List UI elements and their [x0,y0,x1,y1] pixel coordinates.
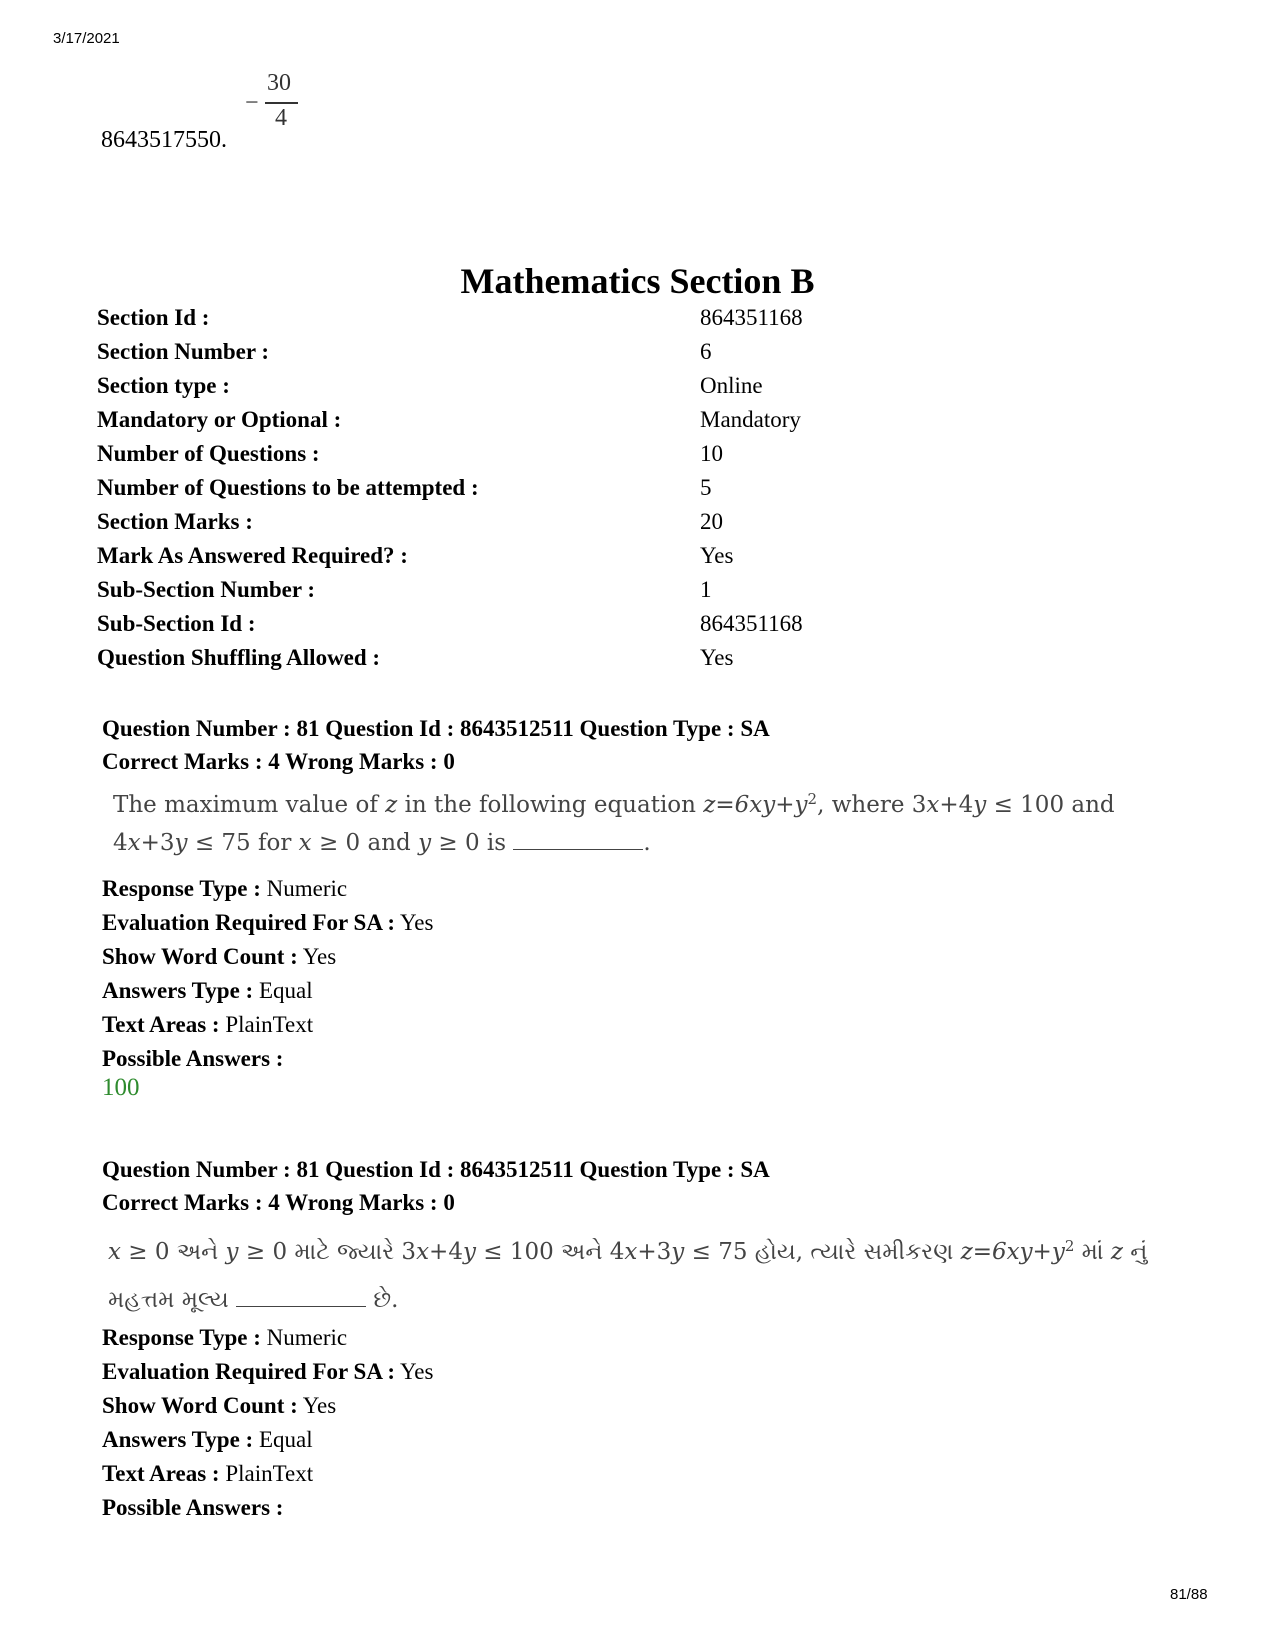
meta-label: Text Areas : [102,1012,220,1037]
meta-value: Equal [258,978,313,1003]
property-value: 10 [700,441,723,466]
meta-label: Possible Answers : [102,1495,284,1520]
meta-value: PlainText [225,1461,314,1486]
math-exponent: 2 [1064,1237,1075,1255]
meta-label: Evaluation Required For SA : [102,1359,396,1384]
meta-label: Answers Type : [102,978,254,1003]
math-var: y [418,830,432,856]
property-label: Number of Questions to be attempted : [97,475,479,500]
text-run: 4 [113,830,128,856]
property-label: Mark As Answered Required? : [97,543,408,568]
question-meta [102,1321,433,1525]
print-date: 3/17/2021 [53,30,120,47]
text-run: ≥ 0 and [311,830,419,856]
text-run: ≤ 100 and [986,792,1115,818]
math-var: z [385,792,398,818]
math-var: x [108,1239,121,1265]
text-run: ≥ 0 અને [120,1239,226,1265]
meta-row [102,872,433,906]
math-var: z [1110,1239,1123,1265]
property-label: Section Number : [97,339,270,364]
property-label: Number of Questions : [97,441,320,466]
text-run: ≤ 100 અને 4 [475,1239,625,1265]
text-run: . [643,830,651,856]
fraction-bar [265,102,298,104]
math-var: x [926,792,940,818]
meta-label: Response Type : [102,876,261,901]
meta-row [102,1008,433,1042]
section-title: Mathematics Section B [460,261,815,301]
math-var: y [973,792,987,818]
property-value: Yes [700,543,734,568]
property-label: Sub-Section Number : [97,577,316,602]
text-run: મહત્તમ મૂલ્ય [108,1287,237,1313]
question-text-english [113,786,1203,862]
meta-row [102,940,433,974]
text-run: ≥ 0 માટે જ્યારે 3 [238,1239,417,1265]
math-expression: =6xy+y [972,1239,1065,1265]
text-run: ≤ 75 હોય, ત્યારે સમીકરણ [684,1239,961,1265]
meta-value: Numeric [266,876,348,901]
answer-blank [513,831,643,850]
text-run: છે. [366,1287,399,1313]
meta-row [102,1491,433,1525]
math-var: z [960,1239,973,1265]
math-var: y [462,1239,476,1265]
text-run: in the following equation [397,792,704,818]
meta-row [102,1321,433,1355]
math-var: x [298,830,312,856]
property-value: 20 [700,509,723,534]
text-run: ≤ 75 for [187,830,299,856]
page-number: 81/88 [1170,1586,1208,1603]
property-value: Mandatory [700,407,801,432]
meta-label: Evaluation Required For SA : [102,910,396,935]
meta-value: Equal [258,1427,313,1452]
question-header [102,712,770,778]
question-header-line1: Question Number : 81 Question Id : 8643512511 Question Type : SA [102,716,770,741]
math-var: y [225,1239,239,1265]
text-run: The maximum value of [113,792,386,818]
math-var: z [703,792,716,818]
text-run: +3 [140,830,175,856]
property-value: 864351168 [700,611,803,636]
property-value: Online [700,373,763,398]
property-label: Sub-Section Id : [97,611,256,636]
question-header [102,1153,770,1219]
question-header-line2: Correct Marks : 4 Wrong Marks : 0 [102,749,455,774]
math-var: y [671,1239,685,1265]
meta-row [102,1355,433,1389]
meta-row [102,974,433,1008]
question-header-line2: Correct Marks : 4 Wrong Marks : 0 [102,1190,455,1215]
meta-value: Yes [400,910,434,935]
math-var: x [416,1239,430,1265]
meta-value: Yes [302,1393,337,1418]
math-expression: =6xy+y [715,792,808,818]
math-var: y [174,830,188,856]
property-label: Section type : [97,373,230,398]
text-run: +4 [429,1239,463,1265]
meta-label: Show Word Count : [102,1393,298,1418]
meta-row [102,1423,433,1457]
question-text-gujarati [108,1228,1198,1324]
meta-label: Show Word Count : [102,944,298,969]
text-run: માં [1074,1239,1111,1265]
meta-label: Response Type : [102,1325,261,1350]
property-value: 864351168 [700,305,803,330]
meta-row [102,1457,433,1491]
fraction-sign: − [245,90,259,116]
text-run: નું [1123,1239,1148,1265]
possible-answer: 100 [102,1074,140,1101]
meta-row [102,1042,433,1076]
text-run: +4 [939,792,974,818]
property-label: Mandatory or Optional : [97,407,342,432]
previous-question-id: 8643517550. [101,127,227,153]
meta-label: Answers Type : [102,1427,254,1452]
property-value: 5 [700,475,712,500]
fraction-denominator: 4 [275,105,287,131]
meta-value: Numeric [266,1325,348,1350]
meta-value: Yes [400,1359,434,1384]
meta-row [102,1389,433,1423]
answer-blank [236,1288,366,1307]
meta-row [102,906,433,940]
text-run: +3 [637,1239,672,1265]
property-value: 6 [700,339,712,364]
math-var: x [624,1239,638,1265]
property-label: Question Shuffling Allowed : [97,645,381,670]
meta-label: Possible Answers : [102,1046,284,1071]
question-meta [102,872,433,1076]
meta-value: PlainText [225,1012,314,1037]
math-exponent: 2 [807,790,818,808]
property-value: 1 [700,577,712,602]
text-run: , where 3 [817,792,927,818]
meta-label: Text Areas : [102,1461,220,1486]
math-var: x [127,830,141,856]
question-header-line1: Question Number : 81 Question Id : 8643512511 Question Type : SA [102,1157,770,1182]
meta-value: Yes [302,944,337,969]
text-run: ≥ 0 is [431,830,514,856]
property-label: Section Id : [97,305,210,330]
property-label: Section Marks : [97,509,253,534]
property-value: Yes [700,645,734,670]
fraction-numerator: 30 [267,70,291,96]
